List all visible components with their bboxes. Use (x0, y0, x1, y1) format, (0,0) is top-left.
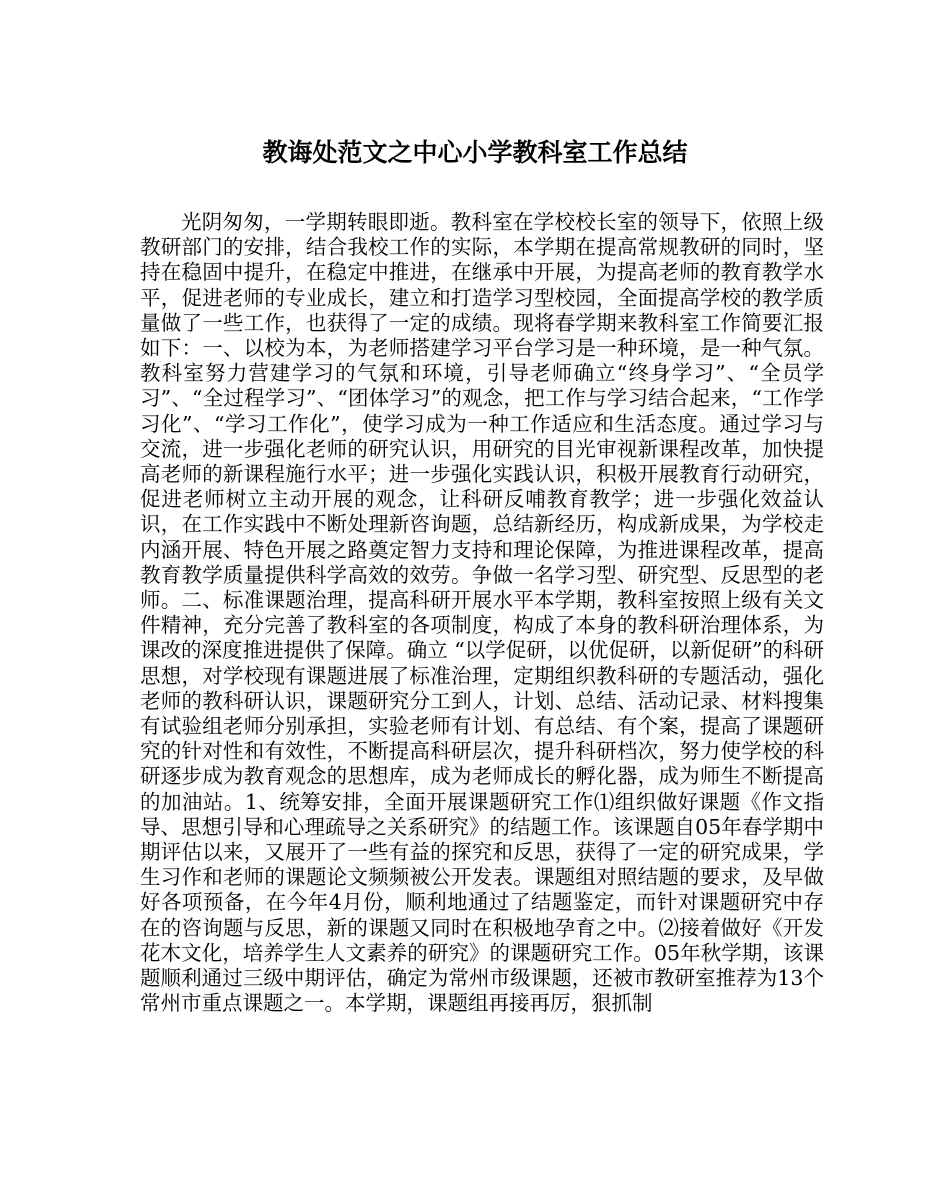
document-body-paragraph: 光阴匆匆，一学期转眼即逝。教科室在学校校长室的领导下，依照上级教研部门的安排，结合我校工作的实际，本学期在提高常规教研的同时，坚持在稳固中提升，在稳定中推进，在继承中开展，为提高老师的教育教学水平，促进老师的专业成长，建立和打造学习型校园，全面提高学校的教学质量做了一些工作，也获得了一定的成绩。现将春学期来教科室工作简要汇报如下：一、以校为本，为老师搭建学习平台学习是一种环境，是一种气氛。教科室努力营建学习的气氛和环境，引导老师确立“终身学习”、“全员学习”、“全过程学习”、“团体学习”的观念，把工作与学习结合起来，“工作学习化”、“学习工作化”，使学习成为一种工作适应和生活态度。通过学习与交流，进一步强化老师的研究认识，用研究的目光审视新课程改革，加快提高老师的新课程施行水平；进一步强化实践认识，积极开展教育行动研究，促进老师树立主动开展的观念，让科研反哺教育教学；进一步强化效益认识，在工作实践中不断处理新咨询题，总结新经历，构成新成果，为学校走内涵开展、特色开展之路奠定智力支持和理论保障，为推进课程改革，提高教育教学质量提供科学高效的效劳。争做一名学习型、研究型、反思型的老师。二、标准课题治理，提高科研开展水平本学期，教科室按照上级有关文件精神，充分完善了教科室的各项制度，构成了本身的教科研治理体系，为课改的深度推进提供了保障。确立 “以学促研，以优促研，以新促研”的科研思想，对学校现有课题进展了标准治理，定期组织教科研的专题活动，强化老师的教科研认识，课题研究分工到人，计划、总结、活动记录、材料搜集有试验组老师分别承担，实验老师有计划、有总结、有个案，提高了课题研究的针对性和有效性，不断提高科研层次，提升科研档次，努力使学校的科研逐步成为教育观念的思想库，成为老师成长的孵化器，成为师生不断提高的加油站。1、统筹安排，全面开展课题研究工作⑴组织做好课题《作文指导、思想引导和心理疏导之关系研究》的结题工作。该课题自05年春学期中期评估以来，又展开了一些有益的探究和反思，获得了一定的研究成果，学生习作和老师的课题论文频频被公开发表。课题组对照结题的要求，及早做好各项预备，在今年4月份，顺利地通过了结题鉴定，而针对课题研究中存在的咨询题与反思，新的课题又同时在积极地孕育之中。⑵接着做好《开发花木文化，培养学生人文素养的研究》的课题研究工作。05年秋学期，该课题顺利通过三级中期评估，确定为常州市级课题，还被市教研室推荐为13个常州市重点课题之一。本学期，课题组再接再厉，狠抓制 (140, 210, 824, 1016)
document-title: 教诲处范文之中心小学教科室工作总结 (262, 138, 688, 167)
